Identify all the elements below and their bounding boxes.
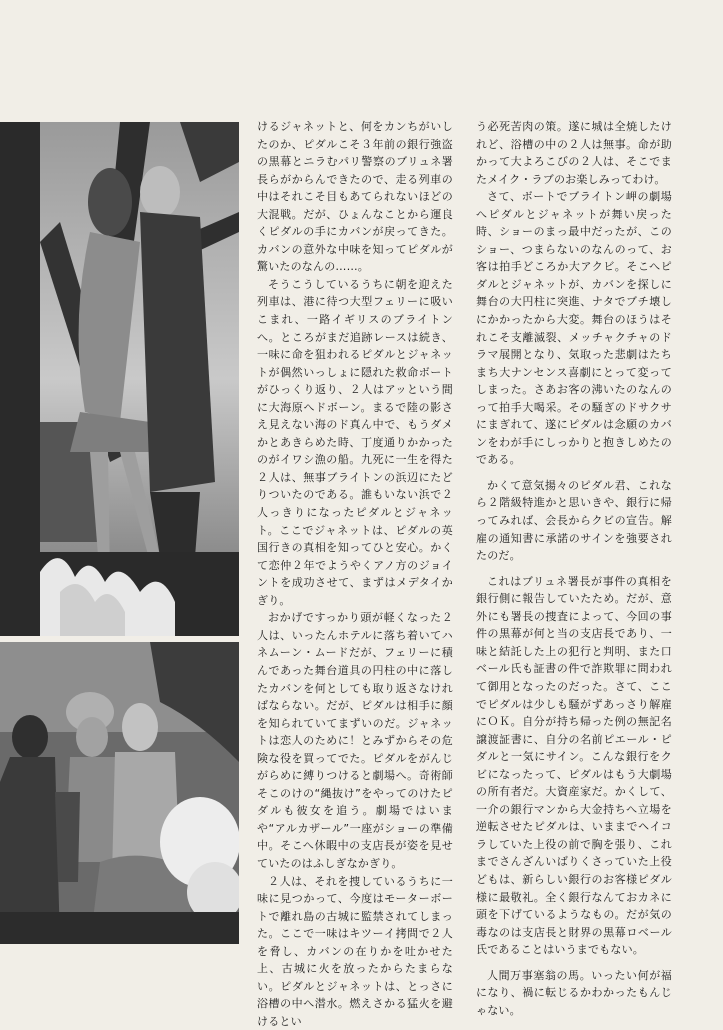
article-column-middle — [257, 118, 453, 1030]
article-paragraph: ２人は、それを捜しているうちに一味に見つかって、今度はモーターボートで離れ島の古城に監禁されてしまった。ここで一味はキツーイ拷問で２人を脅し、カバンの在りかを吐かせた上、古城に火を放ったからたまらない。ピダルとジャネットは、とっさに浴槽の中へ潜水。燃えさかる猛火を避けるとい — [257, 874, 453, 1028]
photo-theater-troupe — [0, 642, 239, 944]
article-paragraph: おかげですっかり頭が軽くなった２人は、いったんホテルに落ち着いてハネムーン・ムードだが、フェリーに積んであった舞台道具の円柱の中に落したカバンを何としても取り返さなければならない。だが、ピダルは相手に顔を知られていてまずいのだ。ジャネットは恋人のために！とみずからその危険な役を買ってでた。ピダルをがんじがらめに縛りつけると劇場へ。奇術師そこのけの“縄抜け”をやってのけたピダルも彼女を追う。劇場ではいまや“アルカザール”一座がショーの準備中。そこへ休暇中の支店長が姿を見せていたのはふしぎなかぎり。 — [257, 611, 453, 870]
article-paragraph: かくて意気揚々のピダル君、これなら２階級特進かと思いきや、銀行に帰ってみれば、会長からクビの宣告。解雇の通知書に承諾のサインを強要されたのだ。 — [476, 478, 672, 563]
photo-couple-kissing — [0, 122, 239, 636]
article-paragraph: けるジャネットと、何をカンちがいしたのか、ピダルこそ３年前の銀行強盗の黒幕とニラむパリ警察のブリュネ署長らがからんできたので、走る列車の中はそれこそ目もあてられないほどの大混戦。だが、ひょんなことから運良くピダルの手にカバンが戻ってきた。カバンの意外な中味を知ってピダルが驚いたのなんの……。 — [257, 120, 453, 274]
article-column-right — [476, 118, 672, 1019]
article-paragraph: 人間万事塞翁の馬。いったい何が福になり、禍に転じるかわかったもんじゃない。 — [476, 968, 672, 1017]
article-paragraph: そうこうしているうちに朝を迎えた列車は、港に待つ大型フェリーに吸いこまれ、一路イギリスのブライトンへ。ところがまだ追跡レースは続き、一味に命を狙われるピダルとジャネットが偶然いっしょに隠れた救命ボートがひっくり返り、２人はアッという間に大海原へドボーン。まるで陸の影さえ見えない海のド真ん中で、もうダメかとあきらめた時、丁度通りかかったのがイワシ漁の船。九死に一生を得た２人は、無事ブライトンの浜辺にたどりついたのである。誰もいない浜で２人っきりになったピダルとジャネット。ここでジャネットは、ピダルの英国行きの真相を知ってひと安心。かくて恋仲２年でようやくアノ方のジョイントを成功させて、まずはメデタイかぎり。 — [257, 277, 453, 607]
article-paragraph: これはブリュネ署長が事件の真相を銀行側に報告していたため。だが、意外にも署長の捜査によって、今回の事件の黒幕が何と当の支店長であり、一味と結託した上の犯行と判明、また口ベール氏も証書の件で詐欺罪に問われて御用となったのだった。さて、ここでピダルは少しも騒がずあっさり解雇にＯＫ。自分が持ち帰った例の無記名譲渡証書に、自分の名前ピエール・ピダルと一気にサイン。こんな銀行をクビになったって、ピダルはもう大劇場の所有者だ。大資産家だ。かくして、一介の銀行マンから大金持ちへ立場を逆転させたピダルは、いままでヘイコラしていた上役の前で胸を張り、これまでさんざんいばりくさっていた上役どもは、新らしい銀行のお客様ピダル様に最敬礼。全く銀行なんておカネに頭を下げているようなもの。だが気の毒なのは支店長と財界の黒幕ロベール氏であることはいうまでもない。 — [476, 574, 672, 957]
article-paragraph: さて、ボートでブライトン岬の劇場へピダルとジャネットが舞い戻った時、ショーのまっ最中だったが、このショー、つまらないのなんのって、お客は拍手どころか大アクビ。そこへピダルとジャネットが、カバンを探しに舞台の大円柱に突進、ナタでブチ壊しにかかったから大変。舞台のほうはそれこそ支離滅裂、メッチャクチャのドラマ展開となり、気取った悲劇はたちまち大ナンセンス喜劇にとって変ってしまった。さあお客の沸いたのなんのって拍手大喝采。その騒ぎのドサクサにまぎれて、遂にピダルは念願のカバンをわが手にしっかりと抱きしめたのである。 — [476, 190, 672, 467]
article-paragraph: う必死苦肉の策。遂に城は全焼したけれど、浴槽の中の２人は無事。命が助かって大よろこびの２人は、そこでまたメイク・ラブのお楽しみってわけ。 — [476, 120, 672, 186]
